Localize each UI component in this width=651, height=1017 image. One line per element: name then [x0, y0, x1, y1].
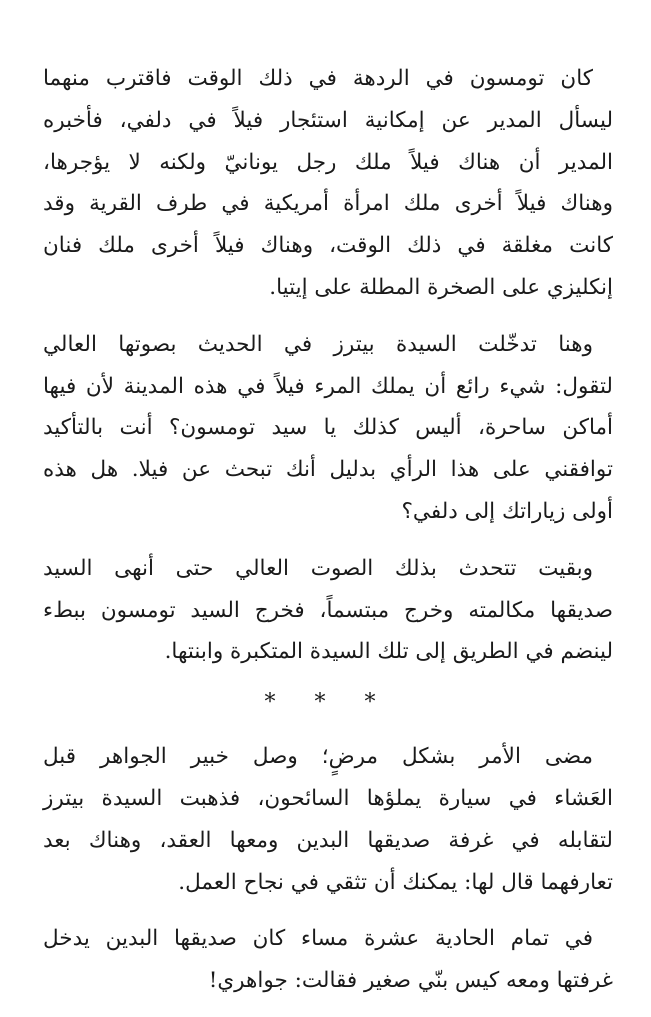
- text-line: ليسأل المدير عن إمكانية استئجار فيلاً في دلفي، فأخبره: [43, 107, 613, 133]
- text-line: كانت مغلقة في ذلك الوقت، وهناك فيلاً أخرى ملك فنان: [43, 233, 613, 259]
- paragraph-4: [43, 736, 613, 903]
- text-line: وبقيت تتحدث بذلك الصوت العالي حتى أنهى السيد: [43, 555, 593, 581]
- text-line: وهناك فيلاً أخرى ملك امرأة أمريكية في طرف القرية وقد: [43, 191, 613, 217]
- text-line: توافقني على هذا الرأي بدليل أنك تبحث عن فيلا. هل هذه: [43, 457, 613, 483]
- paragraph-1: [43, 58, 613, 309]
- text-line: تعارفهما قال لها: يمكنك أن تثقي في نجاح العمل.: [178, 869, 613, 895]
- book-page: [43, 58, 613, 1017]
- text-line: أولى زياراتك إلى دلفي؟: [401, 498, 613, 524]
- text-line: صديقها مكالمته وخرج مبتسماً، فخرج السيد تومسون ببطء: [43, 597, 613, 623]
- text-line: المدير أن هناك فيلاً ملك رجل يونانيّ ولكنه لا يؤجرها،: [43, 149, 613, 175]
- text-line: مضى الأمر بشكل مرضٍ؛ وصل خبير الجواهر قبل: [43, 744, 593, 770]
- text-line: غرفتها ومعه كيس بنّي صغير فقالت: جواهري!: [208, 968, 613, 994]
- text-line: لتقول: شيء رائع أن يملك المرء فيلاً في هذه المدينة لأن فيها: [43, 373, 613, 399]
- text-line: وهنا تدخّلت السيدة بيترز في الحديث بصوتها العالي: [43, 331, 593, 357]
- text-line: كان تومسون في الردهة في ذلك الوقت فاقترب منهما: [43, 66, 593, 91]
- paragraph-3: [43, 548, 613, 673]
- text-line: لينضم في الطريق إلى تلك السيدة المتكبرة وابنتها.: [164, 639, 613, 665]
- text-line: إنكليزي على الصخرة المطلة على إيتيا.: [269, 274, 613, 300]
- text-line: العَشاء في سيارة يملؤها السائحون، فذهبت السيدة بيترز: [43, 785, 613, 811]
- paragraph-5: [43, 918, 613, 1002]
- text-line: أماكن ساحرة، أليس كذلك يا سيد تومسون؟ أنت بالتأكيد: [43, 415, 613, 441]
- text-line: في تمام الحادية عشرة مساء كان صديقها البدين يدخل: [43, 926, 593, 952]
- text-line: لتقابله في غرفة صديقها البدين ومعها العقد، وهناك بعد: [43, 827, 613, 853]
- section-separator: * * *: [264, 690, 392, 716]
- paragraph-2: [43, 324, 613, 533]
